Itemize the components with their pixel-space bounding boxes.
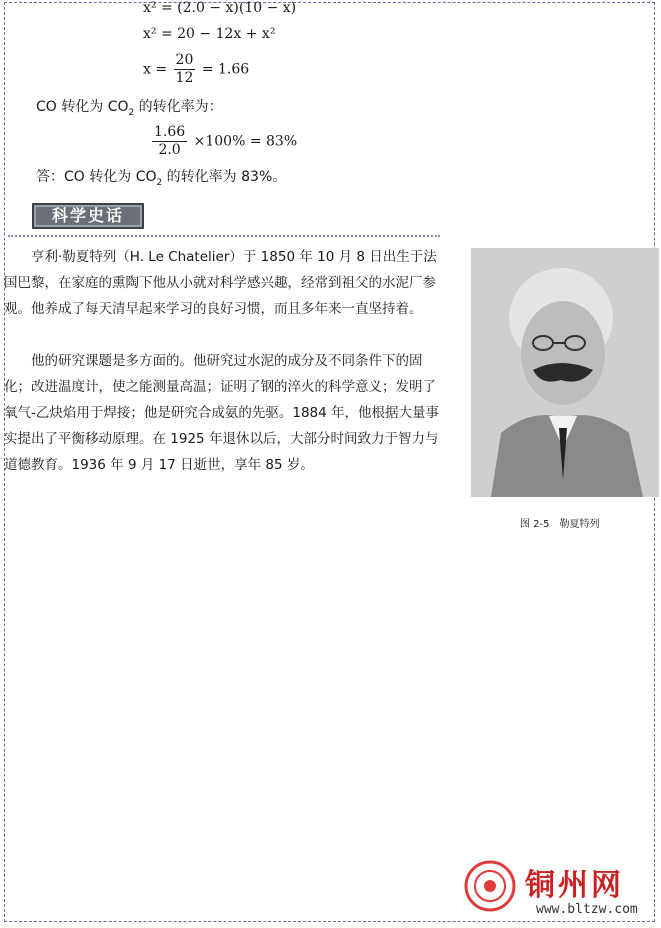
- eq3-lhs: x =: [143, 61, 168, 78]
- eq3-numerator: 20: [175, 52, 194, 68]
- answer-sub: 2: [156, 177, 163, 188]
- conversion-rhs: ×100% = 83%: [193, 133, 298, 150]
- answer-line: [36, 166, 286, 188]
- eq3-fraction: [174, 52, 196, 87]
- conversion-fraction: [152, 124, 187, 159]
- conversion-label: [36, 96, 223, 118]
- biography-paragraph-2: 他的研究课题是多方面的。他研究过水泥的成分及不同条件下的固化；改进温度计，使之能测量高温；证明了钢的淬火的科学意义；发明了氧气-乙炔焰用于焊接；他是研究合成氨的先驱。1884 年，他根据大量事实提出了平衡移动原理。在 1925 年退休以后，大部分时间致力于智力与道德教育。1936 年 9 月 17 日逝世，享年 85 岁。: [4, 353, 440, 473]
- watermark-name: 铜州网: [525, 868, 624, 903]
- eq3-denominator: 12: [175, 70, 194, 86]
- conversion-label-prefix: CO 转化为 CO: [36, 99, 129, 115]
- conversion-numerator: 1.66: [154, 124, 186, 140]
- equation-line-3: [143, 52, 249, 87]
- equation-line-2: x² = 20 − 12x + x²: [143, 26, 276, 42]
- eq3-rhs: = 1.66: [201, 61, 250, 78]
- answer-prefix: 答：CO 转化为 CO: [36, 169, 157, 185]
- figure-caption: 图 2-5 勒夏特列: [520, 519, 600, 530]
- watermark-seal-icon: [462, 858, 522, 918]
- equation-line-1: x² = (2.0 − x)(10 − x): [143, 0, 297, 16]
- conversion-label-sub: 2: [128, 107, 135, 118]
- section-divider: [8, 235, 440, 237]
- answer-suffix: 的转化率为 83%。: [162, 169, 287, 185]
- conversion-denominator: 2.0: [158, 142, 181, 158]
- watermark-url: www.bltzw.com: [536, 902, 638, 917]
- portrait-illustration: [471, 248, 659, 497]
- section-badge: 科学史话: [32, 203, 144, 229]
- conversion-equation: [150, 124, 297, 159]
- conversion-label-suffix: 的转化率为：: [134, 99, 223, 115]
- biography-paragraph-1: 亨利·勒夏特列（H. Le Chatelier）于 1850 年 10 月 8 日出生于法国巴黎，在家庭的熏陶下他从小就对科学感兴趣，经常到祖父的水泥厂参观。他养成了每天清早起来学习的良好习惯，而且多年来一直坚持着。: [4, 249, 437, 317]
- portrait-photo: [471, 248, 659, 497]
